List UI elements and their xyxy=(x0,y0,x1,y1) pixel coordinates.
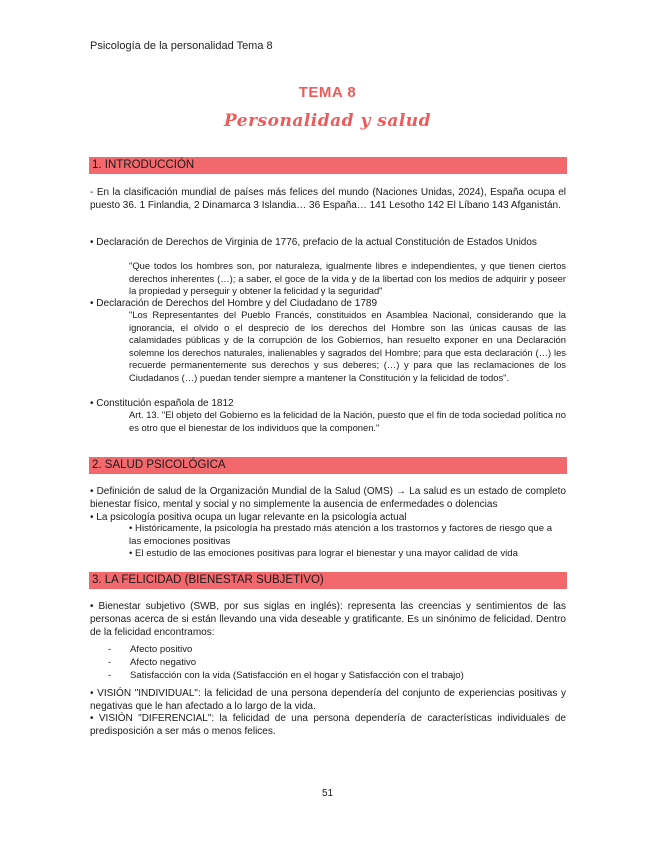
ranking-paragraph: - En la clasificación mundial de países más felices del mundo (Naciones Unidas, 2024), España ocupa el puesto 36. 1 Finlandia, 2 Dinamarca 3 Islandia… 36 España… 141 Lesotho 142 El Líbano 143 Afganistán. xyxy=(90,187,566,211)
section-heading-introduccion: 1. INTRODUCCIÓN xyxy=(89,157,567,174)
list-item: - Afecto positivo xyxy=(108,643,558,656)
running-header: Psicología de la personalidad Tema 8 xyxy=(90,40,273,52)
virginia-bullet: • Declaración de Derechos de Virginia de 1776, prefacio de la actual Constitución de Estados Unidos xyxy=(90,237,537,248)
list-item: - Afecto negativo xyxy=(108,656,558,669)
topic-subtitle: Personalidad y salud xyxy=(223,111,432,131)
topic-title: TEMA 8 xyxy=(298,84,357,101)
oms-bullet: • Definición de salud de la Organización Mundial de la Salud (OMS) → La salud es un estado de completo bienestar físico, mental y social y no simplemente la ausencia de enfermedades o dolencias xyxy=(90,486,566,510)
page-number: 51 xyxy=(321,788,334,799)
individual-view-bullet: • VISIÓN "INDIVIDUAL": la felicidad de una persona dependería del conjunto de experiencias positivas y negativas que le han afectado a lo largo de la vida. xyxy=(90,688,566,712)
spain-quote: Art. 13. "El objeto del Gobierno es la felicidad de la Nación, puesto que el fin de toda sociedad política no es otro que el bienestar de los individuos que la componen." xyxy=(129,409,566,433)
happiness-components-list xyxy=(108,643,558,682)
section-heading-salud: 2. SALUD PSICOLÓGICA xyxy=(89,457,567,474)
france-quote: "Los Representantes del Pueblo Francés, constituidos en Asamblea Nacional, considerando que la ignorancia, el olvido o el desprecio de los derechos del Hombre son las únicas causas de las calamidades públicas y de la corrupción de los Gobiernos, han resuelto exponer en una Declaración solemne los derechos naturales, inalienables y sagrados del Hombre; para que esta declaración (…) les recuerde permanentemente sus derechos y sus deberes; (…) y para que las reclamaciones de los Ciudadanos (…) puedan tender siempre a mantener la Constitución y la felicidad de todos". xyxy=(129,309,566,383)
positive-psychology-bullet: • La psicología positiva ocupa un lugar relevante en la psicología actual xyxy=(90,512,407,523)
spain-bullet: • Constitución española de 1812 xyxy=(90,398,234,409)
history-subbullet: • Históricamente, la psicología ha prestado más atención a los trastornos y factores de riesgo que a las emociones positivas xyxy=(129,523,553,547)
france-bullet: • Declaración de Derechos del Hombre y del Ciudadano de 1789 xyxy=(90,298,378,309)
differential-view-bullet: • VISIÓN "DIFERENCIAL": la felicidad de una persona dependería de características individuales de predisposición a ser más o menos felices. xyxy=(90,713,566,737)
study-subbullet: • El estudio de las emociones positivas para lograr el bienestar y una mayor calidad de vida xyxy=(129,548,518,559)
swb-paragraph: • Bienestar subjetivo (SWB, por sus siglas en inglés): representa las creencias y sentimientos de las personas acerca de si están llevando una vida deseable y gratificante. Es un sinónimo de felicidad. Dentro de la felicidad encontramos: xyxy=(90,601,566,638)
virginia-quote: "Que todos los hombres son, por naturaleza, igualmente libres e independientes, y que tienen ciertos derechos inherentes (…); a saber, el goce de la vida y de la libertad con los medios de adquirir y poseer la propiedad y perseguir y obtener la felicidad y la seguridad" xyxy=(129,260,566,296)
list-item: - Satisfacción con la vida (Satisfacción en el hogar y Satisfacción con el trabajo) xyxy=(108,669,558,682)
section-heading-felicidad: 3. LA FELICIDAD (BIENESTAR SUBJETIVO) xyxy=(89,572,567,589)
title-block xyxy=(0,84,655,131)
